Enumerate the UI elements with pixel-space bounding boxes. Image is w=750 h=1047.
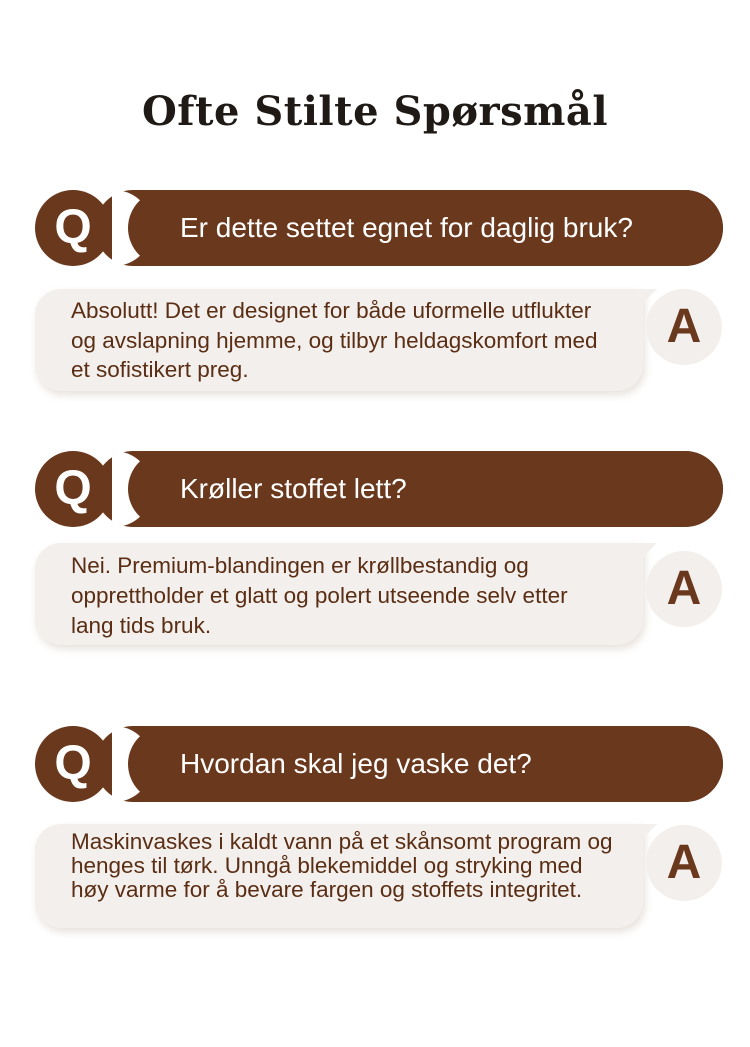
- q-badge: Q: [35, 726, 111, 802]
- a-badge: A: [646, 289, 722, 365]
- faq-item-2: [0, 451, 750, 681]
- answer-bubble: [35, 289, 643, 391]
- answer-bubble: [35, 824, 643, 928]
- answer-text: Maskinvaskes i kaldt vann på et skånsomt program og henges til tørk. Unngå blekemiddel og stryking med høy varme for å bevare fargen og stoffets integritet.: [71, 829, 613, 902]
- a-badge: A: [646, 551, 722, 627]
- faq-item-3: [0, 726, 750, 956]
- q-badge: Q: [35, 190, 111, 266]
- question-text: Er dette settet egnet for daglig bruk?: [180, 212, 633, 243]
- page-title: Ofte Stilte Spørsmål: [141, 88, 609, 135]
- answer-bubble: [35, 543, 643, 645]
- a-badge: A: [646, 825, 722, 901]
- faq-item-1: [0, 190, 750, 420]
- answer-text: Absolutt! Det er designet for både uformelle utflukter og avslapning hjemme, og tilbyr heldagskomfort med et sofistikert preg.: [71, 298, 598, 382]
- q-badge: Q: [35, 451, 111, 527]
- answer-text: Nei. Premium-blandingen er krøllbestandig og opprettholder et glatt og polert utseende selv etter lang tids bruk.: [71, 553, 568, 638]
- question-text: Hvordan skal jeg vaske det?: [180, 748, 532, 779]
- question-text: Krøller stoffet lett?: [180, 473, 407, 504]
